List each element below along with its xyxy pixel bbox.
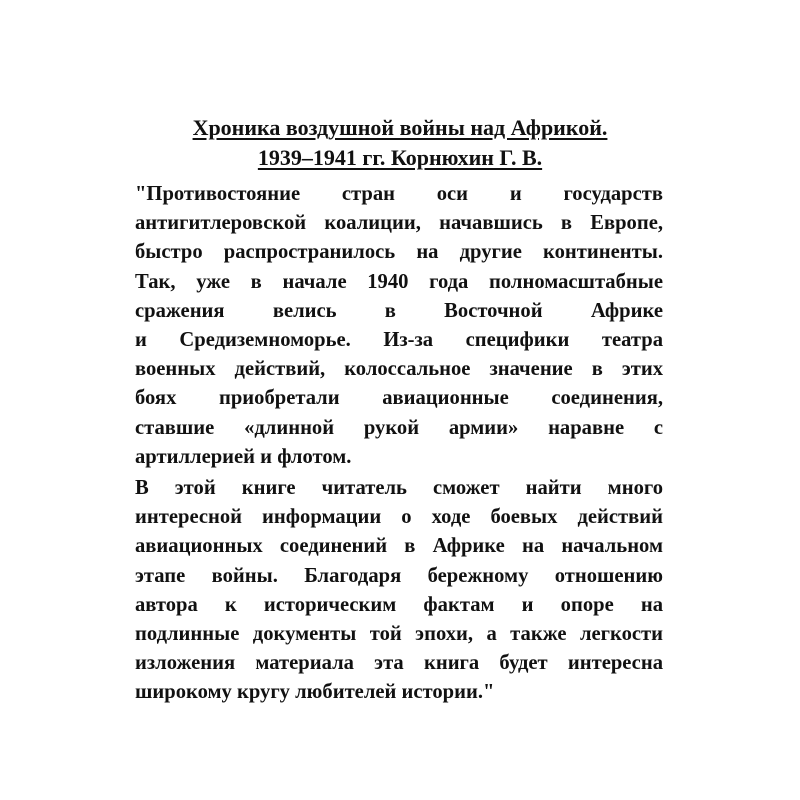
text-line: военных действий, колоссальное значение в этих [135,358,663,381]
text-line: и Средиземноморье. Из-за специфики театра [135,328,663,351]
text-line: этапе войны. Благодаря бережному отношению [135,564,663,587]
annotation-paragraph-1 [135,180,663,472]
text-line: боях приобретали авиационные соединения, [135,387,663,410]
text-line: изложения материала эта книга будет интересна [135,652,663,675]
book-subtitle-author: 1939–1941 гг. Корнюхин Г. В. [257,145,543,170]
text-line: автора к историческим фактам и опоре на [135,593,663,616]
text-line: антигитлеровской коалиции, начавшись в Европе, [135,212,663,235]
text-line: ставшие «длинной рукой армии» наравне с [135,416,663,439]
text-line: "Противостояние стран оси и государств [135,183,663,205]
text-line: интересной информации о ходе боевых действий [135,506,663,529]
text-line: Так, уже в начале 1940 года полномасштабные [135,270,663,293]
book-title: Хроника воздушной войны над Африкой. [192,115,608,140]
text-line: артиллерией и флотом. [135,445,352,468]
text-line: быстро распространилось на другие континенты. [135,241,663,264]
text-line: авиационных соединений в Африке на начальном [135,535,663,558]
text-line: В этой книге читатель сможет найти много [135,477,663,499]
text-line: широкому кругу любителей истории." [135,681,495,704]
annotation-paragraph-2 [135,474,663,708]
text-line: подлинные документы той эпохи, а также легкости [135,622,663,645]
text-line: сражения велись в Восточной Африке [135,299,663,322]
